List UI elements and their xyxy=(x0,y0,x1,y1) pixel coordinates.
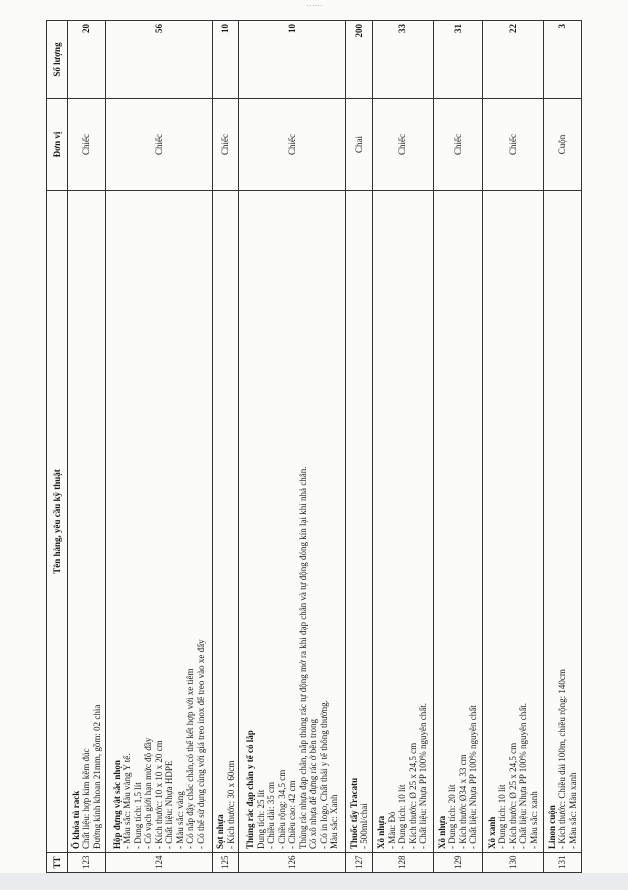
spec-line: - Chiều cao: 42 cm xyxy=(287,780,298,849)
spec-table xyxy=(46,20,582,873)
item-description xyxy=(433,191,482,853)
rotated-table-container xyxy=(46,21,582,873)
item-title: Xô xanh xyxy=(486,816,497,849)
item-description xyxy=(212,191,238,853)
spec-line: - Kích thước Ø34 x 33 cm xyxy=(457,754,468,849)
item-description xyxy=(105,191,212,853)
table-row xyxy=(212,21,238,873)
spec-line: - Kích thước: 10 x 10 x 20 cm xyxy=(153,740,164,849)
table-row xyxy=(346,21,372,873)
spec-line: Có xô nhựa để đựng rác ở bên trong xyxy=(308,719,319,849)
item-title: Hộp đựng vật sắc nhọn xyxy=(111,760,122,849)
spec-line: - Kích thước: 30 x 60cm xyxy=(225,760,236,849)
spec-line: - Có nắp đậy chắc chắn,có thể kết hợp với xe tiêm xyxy=(185,668,196,849)
item-description xyxy=(346,191,372,853)
header-tt: TT xyxy=(47,853,68,873)
spec-line: - Kích thước: Ø 25 x 24,5 cm xyxy=(507,742,518,849)
row-number: 131 xyxy=(544,853,582,873)
item-quantity: 56 xyxy=(105,21,212,99)
spec-line: - Chất liệu: Nhựa PP 100% nguyên chất xyxy=(468,705,479,849)
item-title: Xô nhựa xyxy=(376,815,387,849)
spec-line: - Có thể sử dụng cùng với giá treo inox để treo vào xe đẩy xyxy=(195,639,206,849)
item-unit: Chiếc xyxy=(68,99,106,191)
viewer-bottom-strip xyxy=(0,873,628,890)
red-stamp-mark: ...... xyxy=(306,0,324,8)
table-header-row xyxy=(47,21,68,873)
item-unit: Chiếc xyxy=(105,99,212,191)
spec-line: Đường kính khoan 21mm, gồm: 02 chìa xyxy=(91,704,102,849)
spec-line: - Dung tích: 10 lít xyxy=(497,784,508,849)
spec-line: - Có in logo, Chất thải y tế thông thường. xyxy=(318,700,329,849)
item-description xyxy=(239,191,346,853)
item-quantity: 20 xyxy=(68,21,106,99)
item-unit: Chai xyxy=(346,99,372,191)
table-row xyxy=(239,21,346,873)
spec-line: - Màu: Đỏ xyxy=(386,811,397,849)
table-row xyxy=(372,21,433,873)
item-unit: Cuộn xyxy=(544,99,582,191)
spec-line: - Chiều dài: 35 cm xyxy=(266,782,277,849)
item-unit: Chiếc xyxy=(433,99,482,191)
spec-line: - Chiều rộng: 34,5 cm xyxy=(276,769,287,849)
item-quantity: 200 xyxy=(346,21,372,99)
spec-line: - Chất liệu: Nhựa PP 100% nguyên chất. xyxy=(518,702,529,849)
item-title: Linon cuộn xyxy=(546,805,557,849)
item-title: Xô nhựa xyxy=(436,815,447,849)
spec-line: Thùng rác nhựa đạp chân, nắp thùng rác tự động mở ra khi đạp chân và tự động đóng kín lại khi nhả chân. xyxy=(297,466,308,849)
item-description xyxy=(544,191,582,853)
row-number: 126 xyxy=(239,853,346,873)
header-qty: Số lượng xyxy=(47,21,68,99)
spec-line: - Kích thước: Ø 25 x 24,5 cm xyxy=(407,742,418,849)
item-quantity: 10 xyxy=(239,21,346,99)
item-quantity: 33 xyxy=(372,21,433,99)
item-unit: Chiếc xyxy=(239,99,346,191)
spec-line: - Màu sắc: vàng xyxy=(174,791,185,849)
row-number: 125 xyxy=(212,853,238,873)
spec-line: - Màu sắc: Màu vàng Y tế. xyxy=(122,753,133,849)
spec-line: - Màu sắc: Màu xanh xyxy=(567,772,578,849)
item-quantity: 22 xyxy=(483,21,544,99)
item-title: Thùng rác đạp chân y tế có lắp xyxy=(245,730,256,849)
item-description xyxy=(372,191,433,853)
item-unit: Chiếc xyxy=(483,99,544,191)
spec-line: - Dung tích: 10 lít xyxy=(397,784,408,849)
spec-line: Chất liệu: hợp kim kẽm đúc xyxy=(81,748,92,849)
spec-line: - Chất liệu: Nhựa HDPE xyxy=(164,760,175,849)
spec-line: - 500ml/chai xyxy=(359,803,370,849)
table-body xyxy=(68,21,582,873)
row-number: 127 xyxy=(346,853,372,873)
item-quantity: 3 xyxy=(544,21,582,99)
row-number: 123 xyxy=(68,853,106,873)
spec-line: - Dung tích: 20 lít xyxy=(447,784,458,849)
spec-line: Dung tích: 25 lít xyxy=(255,789,266,849)
spec-line: - Dung tích: 1,5 lít xyxy=(132,782,143,849)
spec-line: - Kích thước: Chiều dài 100m, chiều rộng: 140cm xyxy=(557,669,568,849)
table-row xyxy=(433,21,482,873)
item-description xyxy=(68,191,106,853)
spec-line: - Màu sắc: xanh xyxy=(528,791,539,849)
item-description xyxy=(483,191,544,853)
item-unit: Chiếc xyxy=(212,99,238,191)
header-name: Tên hàng, yêu cầu kỹ thuật xyxy=(47,191,68,853)
row-number: 130 xyxy=(483,853,544,873)
spec-line: - Chất liệu: Nhựa PP 100% nguyên chất. xyxy=(418,702,429,849)
table-row xyxy=(68,21,106,873)
row-number: 128 xyxy=(372,853,433,873)
table-row xyxy=(105,21,212,873)
row-number: 124 xyxy=(105,853,212,873)
item-quantity: 10 xyxy=(212,21,238,99)
table-row xyxy=(544,21,582,873)
header-unit: Đơn vị xyxy=(47,99,68,191)
item-title: Thuốc tẩy Tracatu xyxy=(348,777,359,849)
item-quantity: 31 xyxy=(433,21,482,99)
item-unit: Chiếc xyxy=(372,99,433,191)
item-title: Ổ khóa tủ rack xyxy=(70,790,81,849)
table-row xyxy=(483,21,544,873)
spec-line: - Có vạch giới hạn mức độ đầy xyxy=(143,737,154,849)
item-title: Sọt nhựa xyxy=(215,814,226,849)
row-number: 129 xyxy=(433,853,482,873)
spec-line: Màu sắc: Xanh xyxy=(329,794,340,849)
